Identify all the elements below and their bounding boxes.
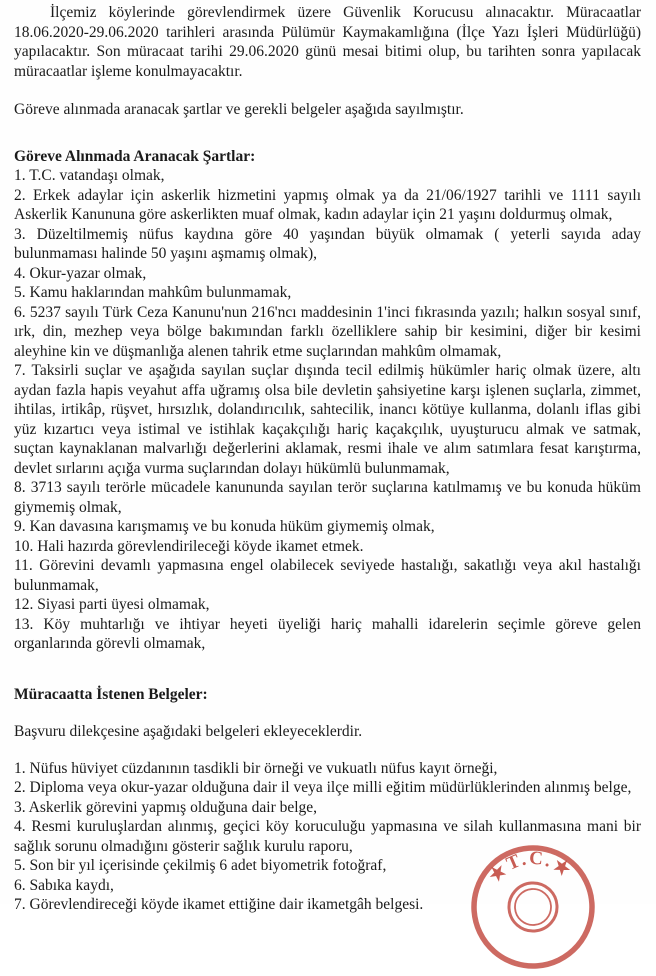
document-item: 4. Resmi kuruluşlardan alınmış, geçici köy koruculuğu yapmasına ve silah kullanmasına mani bir sağlık sorunu olmadığını gösterir sağlık kurulu raporu, bbox=[14, 818, 641, 855]
condition-item: 3. Düzeltilmemiş nüfus kaydına göre 40 yaşından büyük olmamak ( yeterli sayıda aday bulunmaması halinde 50 yaşını aşmamış olmak), bbox=[14, 225, 641, 262]
condition-item: 2. Erkek adaylar için askerlik hizmetini yapmış olmak ya da 21/06/1927 tarihli ve 1111 sayılı Askerlik Kanununa göre askerlikten muaf olmak, kadın adaylar için 21 yaşını doldurmuş olmak, bbox=[14, 186, 641, 223]
tc-seal-icon bbox=[464, 838, 603, 976]
stamp-tc-label: ★T.C.★ bbox=[484, 847, 577, 887]
documents-intro: Başvuru dilekçesine aşağıdaki belgeleri ekleyeceklerdir. bbox=[14, 723, 363, 740]
condition-item: 6. 5237 sayılı Türk Ceza Kanunu'nun 216'ncı maddesinin 1'inci fıkrasında yazılı; halkın sosyal sınıf, ırk, din, mezhep veya bölge bakımından farklı özelliklere sahip bir kesimini, diğer bir kesimi aleyhine kin ve düşmanlığa alenen tahrik etme suçlarından mahkûm olmamak, bbox=[14, 303, 641, 360]
document-item: 1. Nüfus hüviyet cüzdanının tasdikli bir örneği ve vukuatlı nüfus kayıt örneği, bbox=[14, 759, 498, 777]
condition-item: 8. 3713 sayılı terörle mücadele kanununda sayılan terör suçlarına katılmamış ve bu konuda hüküm giymemiş olmak, bbox=[14, 479, 641, 516]
document-item: 7. Görevlendireceği köyde ikamet ettiğine dair ikametgâh belgesi. bbox=[14, 896, 424, 913]
conditions-list bbox=[14, 166, 641, 654]
condition-item: 10. Hali hazırda görevlendirileceği köyde ikamet etmek. bbox=[14, 537, 364, 555]
document-item: 6. Sabıka kaydı, bbox=[14, 876, 114, 894]
condition-item: 5. Kamu haklarından mahkûm bulunmamak, bbox=[14, 284, 292, 301]
document-item: 3. Askerlik görevini yapmış olduğuna dair belge, bbox=[14, 798, 318, 816]
document-item: 5. Son bir yıl içerisinde çekilmiş 6 adet biyometrik fotoğraf, bbox=[14, 857, 387, 874]
stamp-innermost-ring bbox=[514, 888, 552, 926]
condition-item: 13. Köy muhtarlığı ve ihtiyar heyeti üyeliği hariç mahalli idarelerin seçimle göreve gelen organlarında görevli olmamak, bbox=[14, 615, 641, 652]
condition-item: 9. Kan davasına karışmamış ve bu konuda hüküm giymemiş olmak, bbox=[14, 518, 435, 535]
conditions-heading: Göreve Alınmada Aranacak Şartlar: bbox=[14, 147, 256, 165]
requirements-note: Göreve alınmada aranacak şartlar ve gerekli belgeler aşağıda sayılmıştır. bbox=[14, 101, 464, 118]
intro-paragraph: İlçemiz köylerinde görevlendirmek üzere Güvenlik Korucusu alınacaktır. Müracaatlar 18.06.2020-29.06.2020 tarihleri arasında Pülümür Kaymakamlığına (İlçe Yazı İşleri Müdürlüğü) yapılacaktır. Son müracaat tarihi 29.06.2020 günü mesai bitimi olup, bu tarihten sonra yapılacak müracaatlar işleme konulmayacaktır. bbox=[14, 4, 641, 80]
condition-item: 11. Görevini devamlı yapmasına engel olabilecek seviyede hastalığı, sakatlığı veya akıl hastalığı bulunmamak, bbox=[14, 557, 641, 594]
condition-item: 12. Siyasi parti üyesi olmamak, bbox=[14, 596, 210, 613]
condition-item: 1. T.C. vatandaşı olmak, bbox=[14, 167, 165, 184]
documents-heading: Müracaatta İstenen Belgeler: bbox=[14, 685, 208, 703]
document-item: 2. Diploma veya okur-yazar olduğuna dair il veya ilçe milli eğitim müdürlüklerinden alınmış belge, bbox=[14, 779, 632, 796]
condition-item: 4. Okur-yazar olmak, bbox=[14, 264, 147, 282]
condition-item: 7. Taksirli suçlar ve aşağıda sayılan suçlar dışında tecil edilmiş hükümler hariç olmak üzere, altı aydan fazla hapis veyahut affa uğramış olsa bile devletin şahsiyetine karşı işlenen suçlarla, zimmet, ihtilas, irtikâp, rüşvet, hırsızlık, dolandırıcılık, sahtecilik, inancı kötüye kullanma, dolanlı iflas gibi yüz kızartıcı veya istimal ve istihlak kaçakçılığı hariç kaçakçılık, uyuşturucu almak ve satmak, suçtan kaynaklanan malvarlığı değerlerini aklamak, resmi ihale ve alım satımlara fesat karıştırma, devlet sırlarını açığa vurma suçlarından dolayı hükümlü bulunmamak, bbox=[14, 362, 641, 477]
stamp-text bbox=[483, 844, 577, 887]
official-stamp bbox=[464, 838, 603, 976]
